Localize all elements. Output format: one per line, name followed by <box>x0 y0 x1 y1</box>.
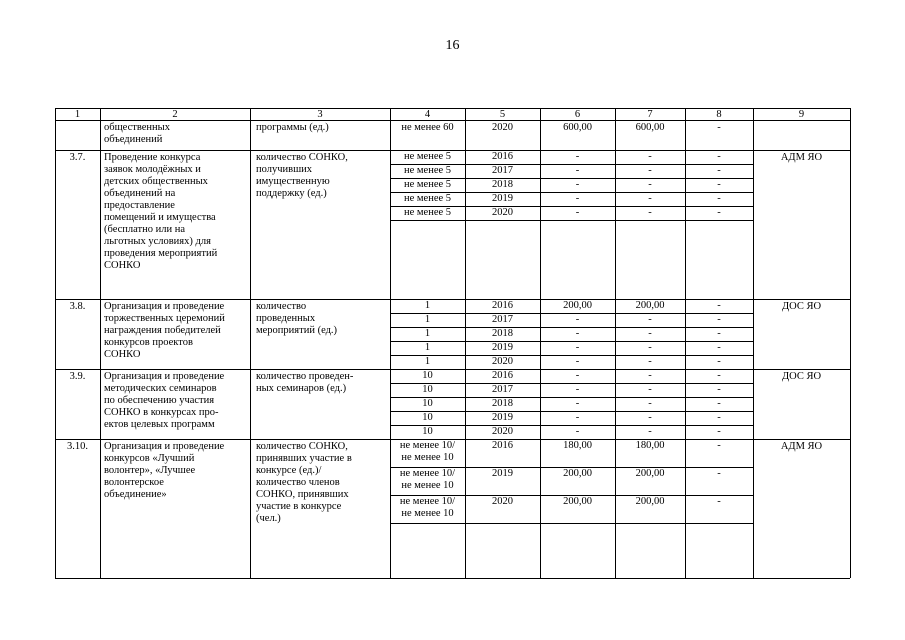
year: 2019 <box>492 193 513 204</box>
measure-number: 3.7. <box>69 152 86 163</box>
year: 2016 <box>492 440 513 451</box>
year: 2017 <box>492 314 513 325</box>
target-value: 1 <box>424 356 431 367</box>
amount: - <box>648 151 652 162</box>
amount: - <box>648 342 652 353</box>
target-value: не менее 10/ не менее 10 <box>399 468 456 491</box>
year: 2020 <box>492 207 513 218</box>
amount: - <box>717 384 721 395</box>
amount: - <box>717 356 721 367</box>
target-value: 1 <box>424 328 431 339</box>
year: 2020 <box>492 356 513 367</box>
amount: - <box>575 193 580 204</box>
column-header: 9 <box>798 109 805 120</box>
year: 2016 <box>492 151 513 162</box>
measure-number: 3.8. <box>69 301 86 312</box>
amount: - <box>717 179 721 190</box>
measure-name: Проведение конкурса заявок молодёжных и детских общественных объединений на предоставление помещений и имущества (бесплатно или на льготных условиях) для проведения мероприятий СОНКО <box>104 152 218 271</box>
indicator-name: количество проведен- ных семинаров (ед.) <box>256 371 354 394</box>
amount: - <box>717 151 721 162</box>
amount: - <box>648 370 652 381</box>
target-value: 10 <box>422 412 433 423</box>
column-header: 1 <box>74 109 81 120</box>
amount: - <box>575 328 580 339</box>
target-value: не менее 5 <box>403 207 452 218</box>
amount: - <box>648 193 652 204</box>
year: 2018 <box>492 328 513 339</box>
measure-name: Организация и проведение конкурсов «Лучший волонтер», «Лучшее волонтерское объединение» <box>104 441 225 500</box>
year: 2019 <box>492 468 513 479</box>
indicator-name: количество СОНКО, получивших имущественную поддержку (ед.) <box>256 152 348 199</box>
amount: - <box>575 207 580 218</box>
amount: - <box>575 412 580 423</box>
year: 2020 <box>492 496 513 507</box>
year: 2020 <box>492 426 513 437</box>
column-header: 6 <box>574 109 581 120</box>
amount: 200,00 <box>635 496 665 507</box>
column-header: 8 <box>716 109 722 120</box>
year: 2017 <box>492 165 513 176</box>
amount: - <box>717 440 721 451</box>
amount: - <box>575 370 580 381</box>
column-header: 7 <box>647 109 653 120</box>
amount: - <box>717 193 721 204</box>
amount: - <box>717 412 721 423</box>
executor: АДМ ЯО <box>780 441 823 452</box>
amount: - <box>717 314 721 325</box>
target-value: 10 <box>422 426 433 437</box>
amount: - <box>717 496 721 507</box>
table-border <box>100 108 101 578</box>
year: 2016 <box>492 300 513 311</box>
target-value: не менее 5 <box>403 151 452 162</box>
amount: - <box>717 426 721 437</box>
amount: - <box>717 342 721 353</box>
plan-table <box>55 108 850 578</box>
target-value: 1 <box>424 342 431 353</box>
amount: - <box>575 356 580 367</box>
year: 2020 <box>492 122 513 133</box>
target-value: 1 <box>424 300 431 311</box>
table-border <box>55 108 56 578</box>
amount: 200,00 <box>635 468 665 479</box>
executor: ДОС ЯО <box>781 371 822 382</box>
amount: - <box>648 384 652 395</box>
amount: - <box>575 398 580 409</box>
amount: - <box>717 207 721 218</box>
measure-name: Организация и проведение торжественных церемоний награждения победителей конкурсов проектов СОНКО <box>104 301 225 360</box>
target-value: не менее 60 <box>401 122 454 133</box>
amount: - <box>575 426 580 437</box>
target-value: не менее 5 <box>403 193 452 204</box>
amount: 200,00 <box>635 300 665 311</box>
amount: 600,00 <box>563 122 592 133</box>
amount: - <box>575 165 580 176</box>
amount: - <box>648 412 652 423</box>
amount: 200,00 <box>563 496 592 507</box>
amount: - <box>575 151 580 162</box>
table-border <box>55 578 850 579</box>
amount: - <box>648 179 652 190</box>
year: 2017 <box>492 384 513 395</box>
year: 2018 <box>492 398 513 409</box>
amount: 200,00 <box>563 300 592 311</box>
year: 2019 <box>492 342 513 353</box>
target-value: 1 <box>424 314 431 325</box>
column-header: 3 <box>317 109 323 120</box>
amount: - <box>648 398 652 409</box>
amount: - <box>575 384 580 395</box>
page-number: 16 <box>445 38 460 53</box>
year: 2016 <box>492 370 513 381</box>
target-value: не менее 5 <box>403 165 452 176</box>
indicator-name: количество СОНКО, принявших участие в конкурсе (ед.)/ количество членов СОНКО, принявших участие в конкурсе (чел.) <box>256 441 352 524</box>
table-border <box>753 108 754 578</box>
table-border <box>390 523 753 524</box>
amount: - <box>648 426 652 437</box>
amount: 180,00 <box>563 440 592 451</box>
amount: - <box>648 356 652 367</box>
table-border <box>850 108 851 578</box>
target-value: 10 <box>422 398 433 409</box>
amount: - <box>575 179 580 190</box>
year: 2019 <box>492 412 513 423</box>
table-border <box>390 220 753 221</box>
executor: АДМ ЯО <box>780 152 823 163</box>
target-value: 10 <box>422 370 433 381</box>
measure-number: 3.10. <box>67 441 88 452</box>
indicator-name: количество проведенных мероприятий (ед.) <box>256 301 338 336</box>
amount: - <box>717 398 721 409</box>
amount: - <box>648 314 652 325</box>
target-value: не менее 10/ не менее 10 <box>399 440 456 463</box>
amount: 200,00 <box>563 468 592 479</box>
executor: ДОС ЯО <box>781 301 822 312</box>
target-value: не менее 5 <box>403 179 452 190</box>
target-value: не менее 10/ не менее 10 <box>399 496 456 519</box>
measure-name: общественных объединений <box>104 122 170 145</box>
amount: - <box>648 207 652 218</box>
indicator-name: программы (ед.) <box>256 122 329 133</box>
amount: - <box>717 370 721 381</box>
amount: - <box>717 468 721 479</box>
amount: - <box>717 300 721 311</box>
column-header: 2 <box>172 109 178 120</box>
amount: - <box>648 328 652 339</box>
column-header: 5 <box>499 109 506 120</box>
amount: - <box>717 122 721 133</box>
amount: 600,00 <box>635 122 665 133</box>
amount: - <box>717 165 721 176</box>
amount: - <box>575 314 580 325</box>
measure-number: 3.9. <box>69 371 86 382</box>
column-header: 4 <box>424 109 431 120</box>
target-value: 10 <box>422 384 433 395</box>
table-border <box>250 108 251 578</box>
measure-name: Организация и проведение методических семинаров по обеспечению участия СОНКО в конкурсах про- ектов целевых программ <box>104 371 225 430</box>
amount: - <box>648 165 652 176</box>
amount: 180,00 <box>635 440 665 451</box>
amount: - <box>717 328 721 339</box>
amount: - <box>575 342 580 353</box>
year: 2018 <box>492 179 513 190</box>
